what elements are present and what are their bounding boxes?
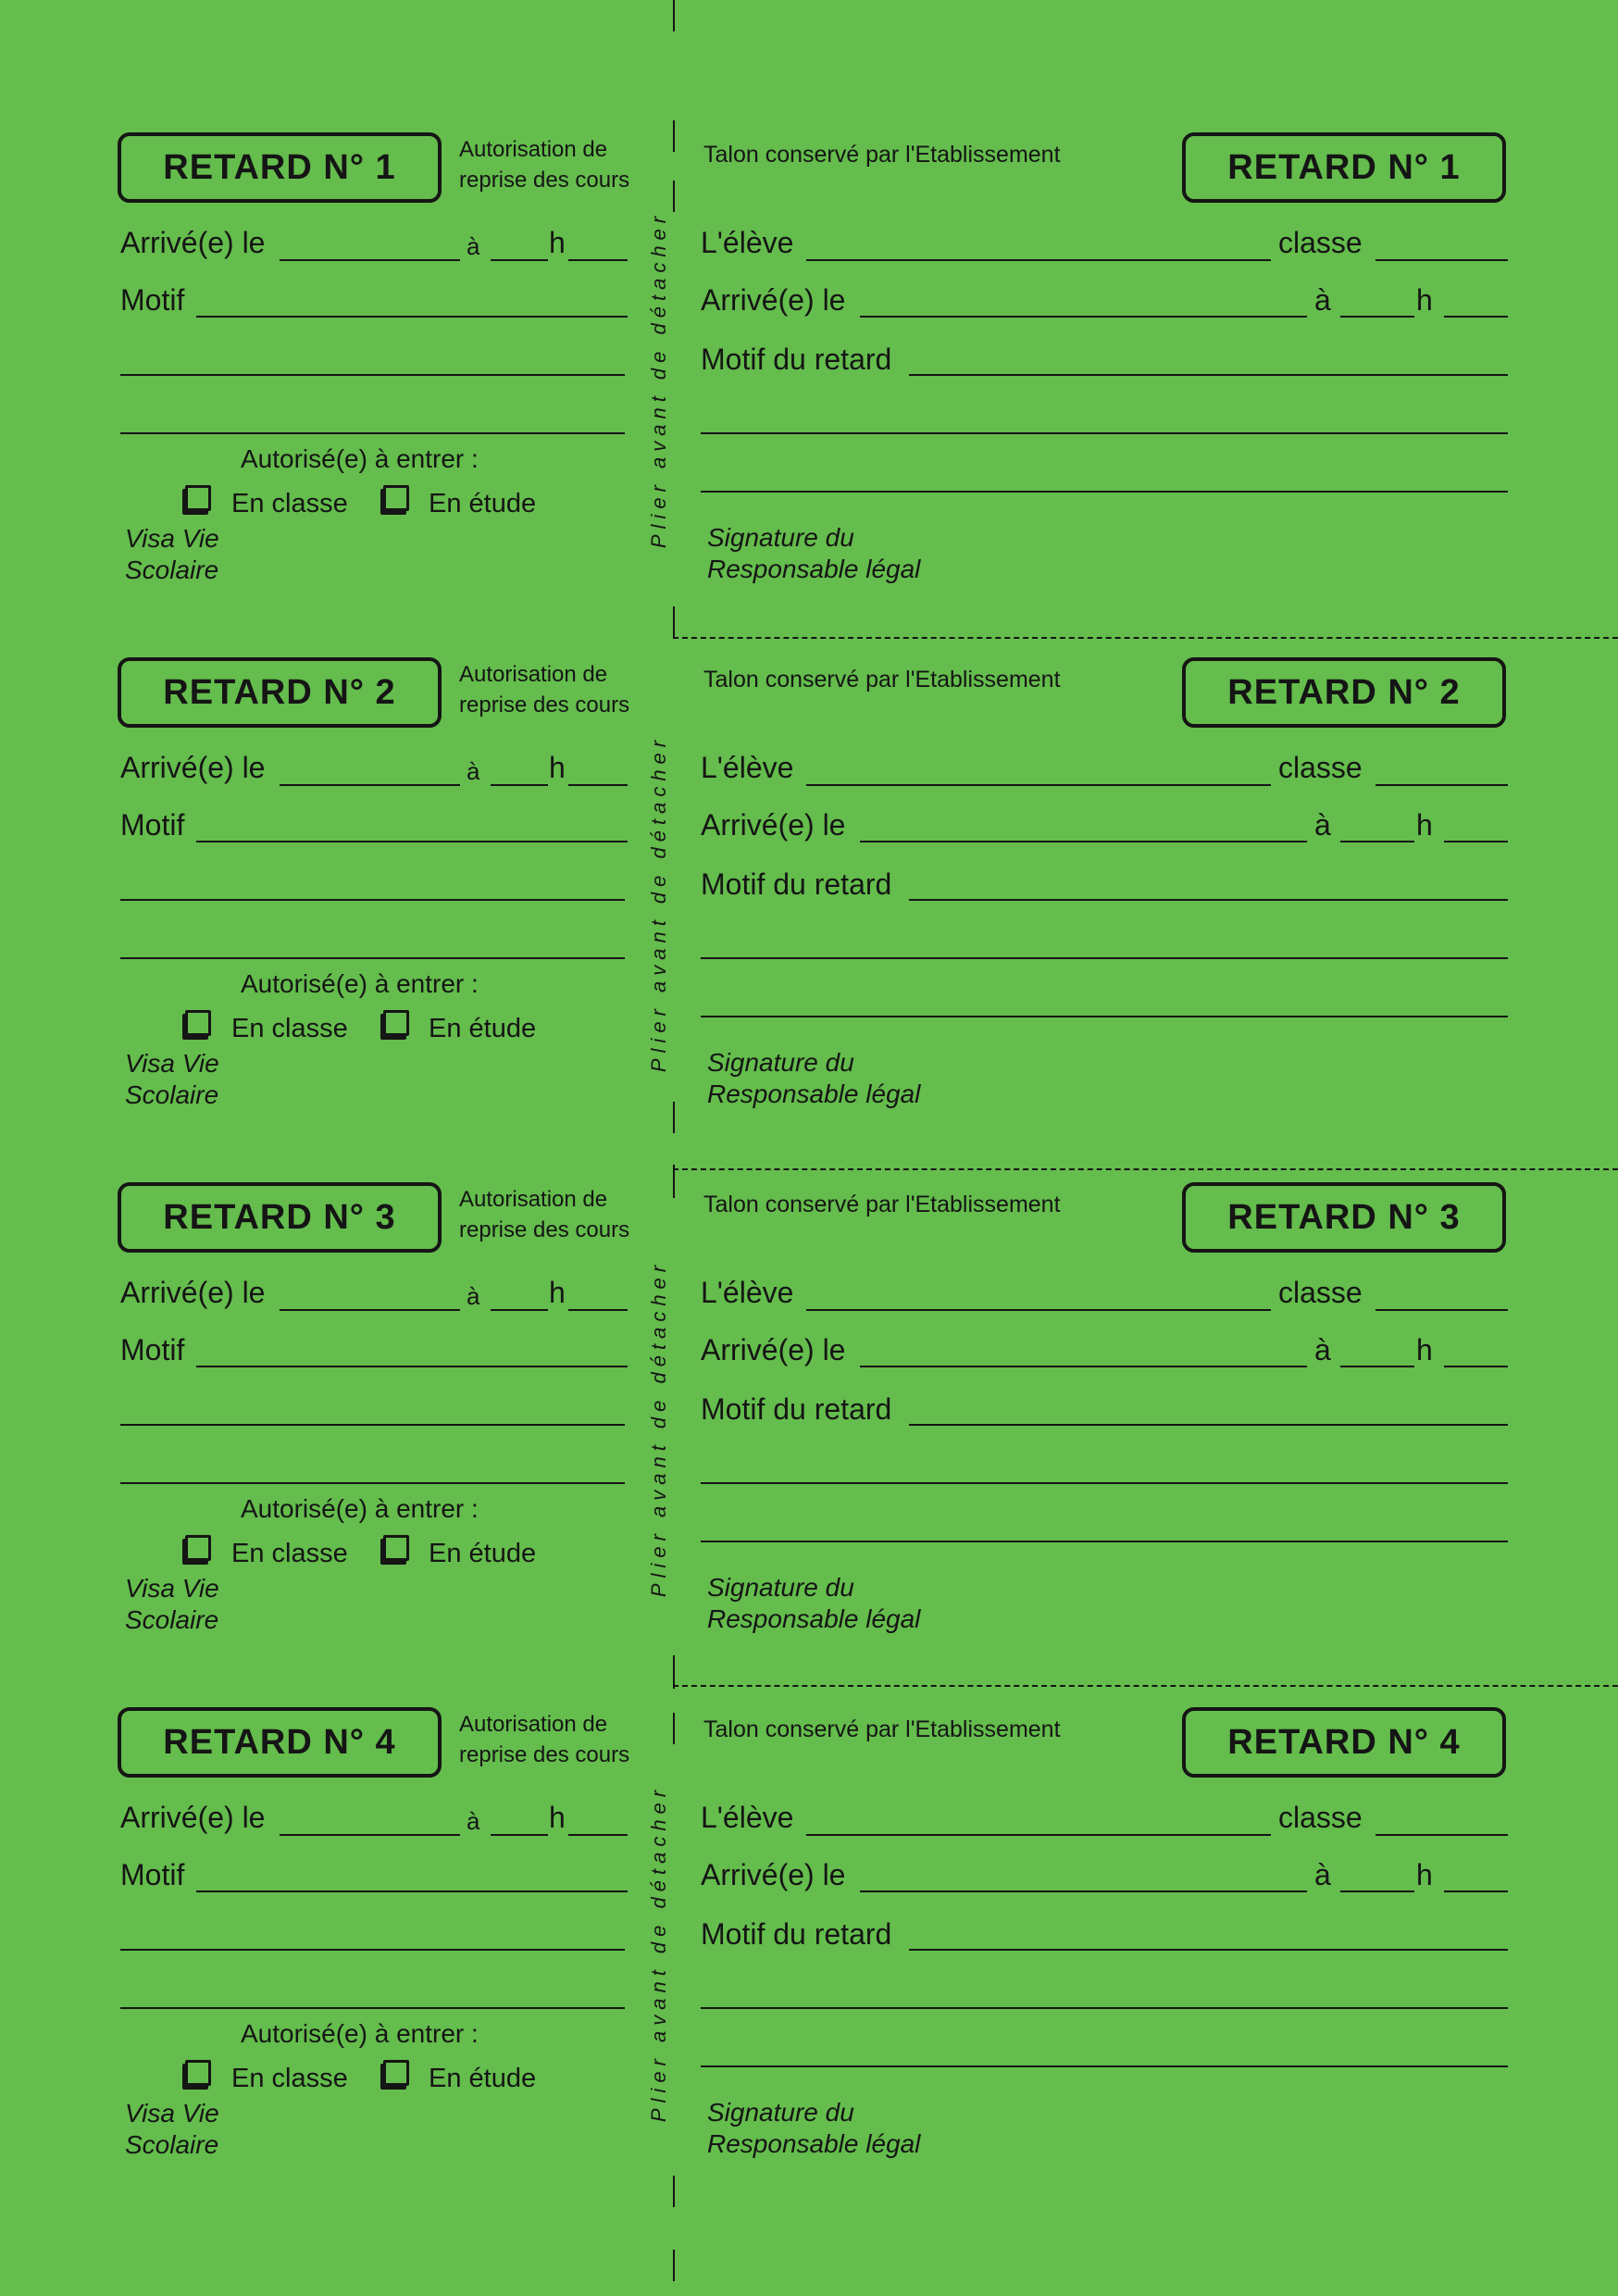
stub-title: Talon conservé par l'Etablissement [703,667,1061,693]
reason-label: Motif [120,1858,185,1891]
stub-arrival-date-field[interactable] [860,1366,1307,1367]
authorization-note: Autorisation de reprise des cours [459,1187,630,1242]
arrived-label: Arrivé(e) le [120,1276,266,1309]
authorization-note: Autorisation de reprise des cours [459,137,630,193]
class-label: classe [1278,226,1363,259]
stub-hour-label: h [1416,1333,1433,1366]
guardian-signature: Signature du Responsable légal [707,2098,921,2158]
student-label: L'élève [701,226,794,259]
stub-hour-label: h [1416,283,1433,317]
school-life-visa: Visa Vie Scolaire [125,1049,219,1109]
stub-minute-field[interactable] [1444,841,1508,842]
arrival-date-field[interactable] [280,784,460,786]
student-name-field[interactable] [806,784,1271,786]
student-name-field[interactable] [806,259,1271,261]
stub-at-label: à [1314,1333,1331,1366]
study-checkbox[interactable] [383,1535,409,1561]
study-option-label: En étude [429,2064,537,2093]
arrival-hour-field[interactable] [491,1309,548,1311]
arrival-date-field[interactable] [280,259,460,261]
stub-at-label: à [1314,808,1331,842]
class-option-label: En classe [231,2064,348,2093]
stub-number-badge: RETARD N° 1 [1182,132,1506,203]
class-label: classe [1278,1801,1363,1834]
arrival-date-field[interactable] [280,1834,460,1836]
stub-title: Talon conservé par l'Etablissement [703,142,1061,168]
at-label: à [467,1807,480,1835]
stub-number-badge: RETARD N° 3 [1182,1182,1506,1253]
study-checkbox[interactable] [383,1010,409,1036]
late-slip-3 [0,1050,1618,1634]
stub-number-badge: RETARD N° 4 [1182,1707,1506,1778]
school-life-visa: Visa Vie Scolaire [125,2099,219,2159]
school-life-visa: Visa Vie Scolaire [125,1574,219,1634]
student-label: L'élève [701,1801,794,1834]
late-slip-sheet: Plier avant de détacher Plier avant de détacher Plier avant de détacher Plier avant de détacher RETARD N° 1 Autorisation de reprise des cours Arrivé(e) le à h Motif Autorisé(e) à entrer : En classe En étude Visa Vie Scolaire Talon conservé par l'Etablissement RETARD N° 1 L'élève classe Arrivé(e) le à h Motif du retard Signature du Responsable légal RETARD N° 2 Autorisation de reprise des cours Arrivé(e) le à h Motif Autorisé(e) à entrer : En classe En étude Visa Vie Scolaire Talon conservé par l'Etablissement RETARD N° 2 L'élève classe Arrivé(e) le à h Motif du retard Signature du Responsable légal RETARD N° 3 Autorisation de reprise des cours Arrivé(e) le à h Motif Autorisé(e) à entrer : En classe En étude Visa Vie Scolaire Talon conservé par l'Etablissement RETARD N° 3 L'élève classe Arrivé(e) le à h Motif du retard Signature du Responsable légal RETARD N° 4 Autorisation de reprise des cours Arrivé(e) le à h Motif Autorisé(e) à entrer : En classe En étude Visa Vie Scolaire Talon conservé par l'Etablissement RETARD N° 4 L'élève classe Arrivé(e) le à h Motif du retard Signature du Responsable légal [0,0,1618,2296]
class-label: classe [1278,751,1363,784]
reason-field-line[interactable] [120,374,625,376]
arrival-minute-field[interactable] [568,1309,628,1311]
stub-minute-field[interactable] [1444,1890,1508,1892]
reason-field-line[interactable] [120,957,625,959]
at-label: à [467,1282,480,1310]
school-life-visa: Visa Vie Scolaire [125,524,219,584]
stub-arrival-date-field[interactable] [860,316,1307,318]
stub-hour-field[interactable] [1340,1366,1414,1367]
stub-reason-label: Motif du retard [701,1917,892,1951]
slip-number-badge: RETARD N° 2 [118,657,442,728]
hour-label: h [549,1276,566,1309]
study-option-label: En étude [429,1539,537,1568]
stub-reason-field-line[interactable] [701,1541,1508,1542]
guardian-signature: Signature du Responsable légal [707,1573,921,1633]
student-label: L'élève [701,751,794,784]
reason-field[interactable] [196,1366,628,1367]
class-option-label: En classe [231,1539,348,1568]
class-option-label: En classe [231,489,348,518]
at-label: à [467,232,480,260]
reason-field-line[interactable] [120,432,625,434]
stub-reason-field[interactable] [909,1949,1508,1951]
stub-arrived-label: Arrivé(e) le [701,808,846,842]
reason-label: Motif [120,283,185,317]
stub-title: Talon conservé par l'Etablissement [703,1716,1061,1742]
class-checkbox[interactable] [185,1010,211,1036]
arrival-minute-field[interactable] [568,784,628,786]
class-label: classe [1278,1276,1363,1309]
allowed-label: Autorisé(e) à entrer : [241,969,479,998]
student-label: L'élève [701,1276,794,1309]
stub-arrival-date-field[interactable] [860,1890,1307,1892]
reason-field[interactable] [196,841,628,842]
reason-field[interactable] [196,1890,628,1892]
stub-at-label: à [1314,1858,1331,1891]
student-name-field[interactable] [806,1834,1271,1836]
reason-label: Motif [120,808,185,842]
stub-reason-field[interactable] [909,374,1508,376]
reason-field-line[interactable] [120,1949,625,1951]
class-field[interactable] [1375,1834,1508,1836]
allowed-label: Autorisé(e) à entrer : [241,2019,479,2048]
slip-number-badge: RETARD N° 1 [118,132,442,203]
stub-reason-field[interactable] [909,1424,1508,1426]
stub-reason-field-line[interactable] [701,491,1508,493]
class-checkbox[interactable] [185,485,211,511]
arrived-label: Arrivé(e) le [120,1801,266,1834]
slip-number-badge: RETARD N° 3 [118,1182,442,1253]
late-slip-1 [0,0,1618,584]
stub-reason-label: Motif du retard [701,343,892,376]
reason-field[interactable] [196,316,628,318]
authorization-note: Autorisation de reprise des cours [459,662,630,718]
guardian-signature: Signature du Responsable légal [707,523,921,583]
hour-label: h [549,1801,566,1834]
allowed-label: Autorisé(e) à entrer : [241,444,479,473]
stub-hour-field[interactable] [1340,316,1414,318]
stub-reason-field[interactable] [909,899,1508,901]
study-checkbox[interactable] [383,485,409,511]
stub-arrived-label: Arrivé(e) le [701,1858,846,1891]
class-field[interactable] [1375,1309,1508,1311]
arrived-label: Arrivé(e) le [120,751,266,784]
arrival-minute-field[interactable] [568,1834,628,1836]
study-option-label: En étude [429,1014,537,1043]
stub-reason-field-line[interactable] [701,2065,1508,2067]
allowed-label: Autorisé(e) à entrer : [241,1494,479,1523]
stub-arrival-date-field[interactable] [860,841,1307,842]
class-checkbox[interactable] [185,2060,211,2086]
stub-minute-field[interactable] [1444,1366,1508,1367]
arrival-date-field[interactable] [280,1309,460,1311]
class-option-label: En classe [231,1014,348,1043]
student-name-field[interactable] [806,1309,1271,1311]
stub-reason-field-line[interactable] [701,432,1508,434]
stub-arrived-label: Arrivé(e) le [701,283,846,317]
class-checkbox[interactable] [185,1535,211,1561]
stub-reason-field-line[interactable] [701,1016,1508,1017]
arrival-hour-field[interactable] [491,259,548,261]
late-slip-2 [0,525,1618,1109]
arrived-label: Arrivé(e) le [120,226,266,259]
stub-reason-label: Motif du retard [701,867,892,901]
stub-reason-field-line[interactable] [701,2007,1508,2009]
stub-minute-field[interactable] [1444,316,1508,318]
guardian-signature: Signature du Responsable légal [707,1048,921,1108]
reason-field-line[interactable] [120,899,625,901]
slip-number-badge: RETARD N° 4 [118,1707,442,1778]
stub-number-badge: RETARD N° 2 [1182,657,1506,728]
class-field[interactable] [1375,784,1508,786]
stub-hour-field[interactable] [1340,841,1414,842]
hour-label: h [549,226,566,259]
arrival-hour-field[interactable] [491,1834,548,1836]
stub-hour-field[interactable] [1340,1890,1414,1892]
arrival-hour-field[interactable] [491,784,548,786]
class-field[interactable] [1375,259,1508,261]
reason-label: Motif [120,1333,185,1366]
authorization-note: Autorisation de reprise des cours [459,1712,630,1767]
stub-arrived-label: Arrivé(e) le [701,1333,846,1366]
stub-reason-field-line[interactable] [701,1482,1508,1484]
hour-label: h [549,751,566,784]
study-option-label: En étude [429,489,537,518]
stub-hour-label: h [1416,1858,1433,1891]
stub-reason-label: Motif du retard [701,1392,892,1426]
stub-reason-field-line[interactable] [701,957,1508,959]
arrival-minute-field[interactable] [568,259,628,261]
stub-at-label: à [1314,283,1331,317]
at-label: à [467,757,480,785]
reason-field-line[interactable] [120,1424,625,1426]
late-slip-4 [0,1575,1618,2159]
reason-field-line[interactable] [120,2007,625,2009]
stub-title: Talon conservé par l'Etablissement [703,1192,1061,1217]
study-checkbox[interactable] [383,2060,409,2086]
stub-hour-label: h [1416,808,1433,842]
reason-field-line[interactable] [120,1482,625,1484]
